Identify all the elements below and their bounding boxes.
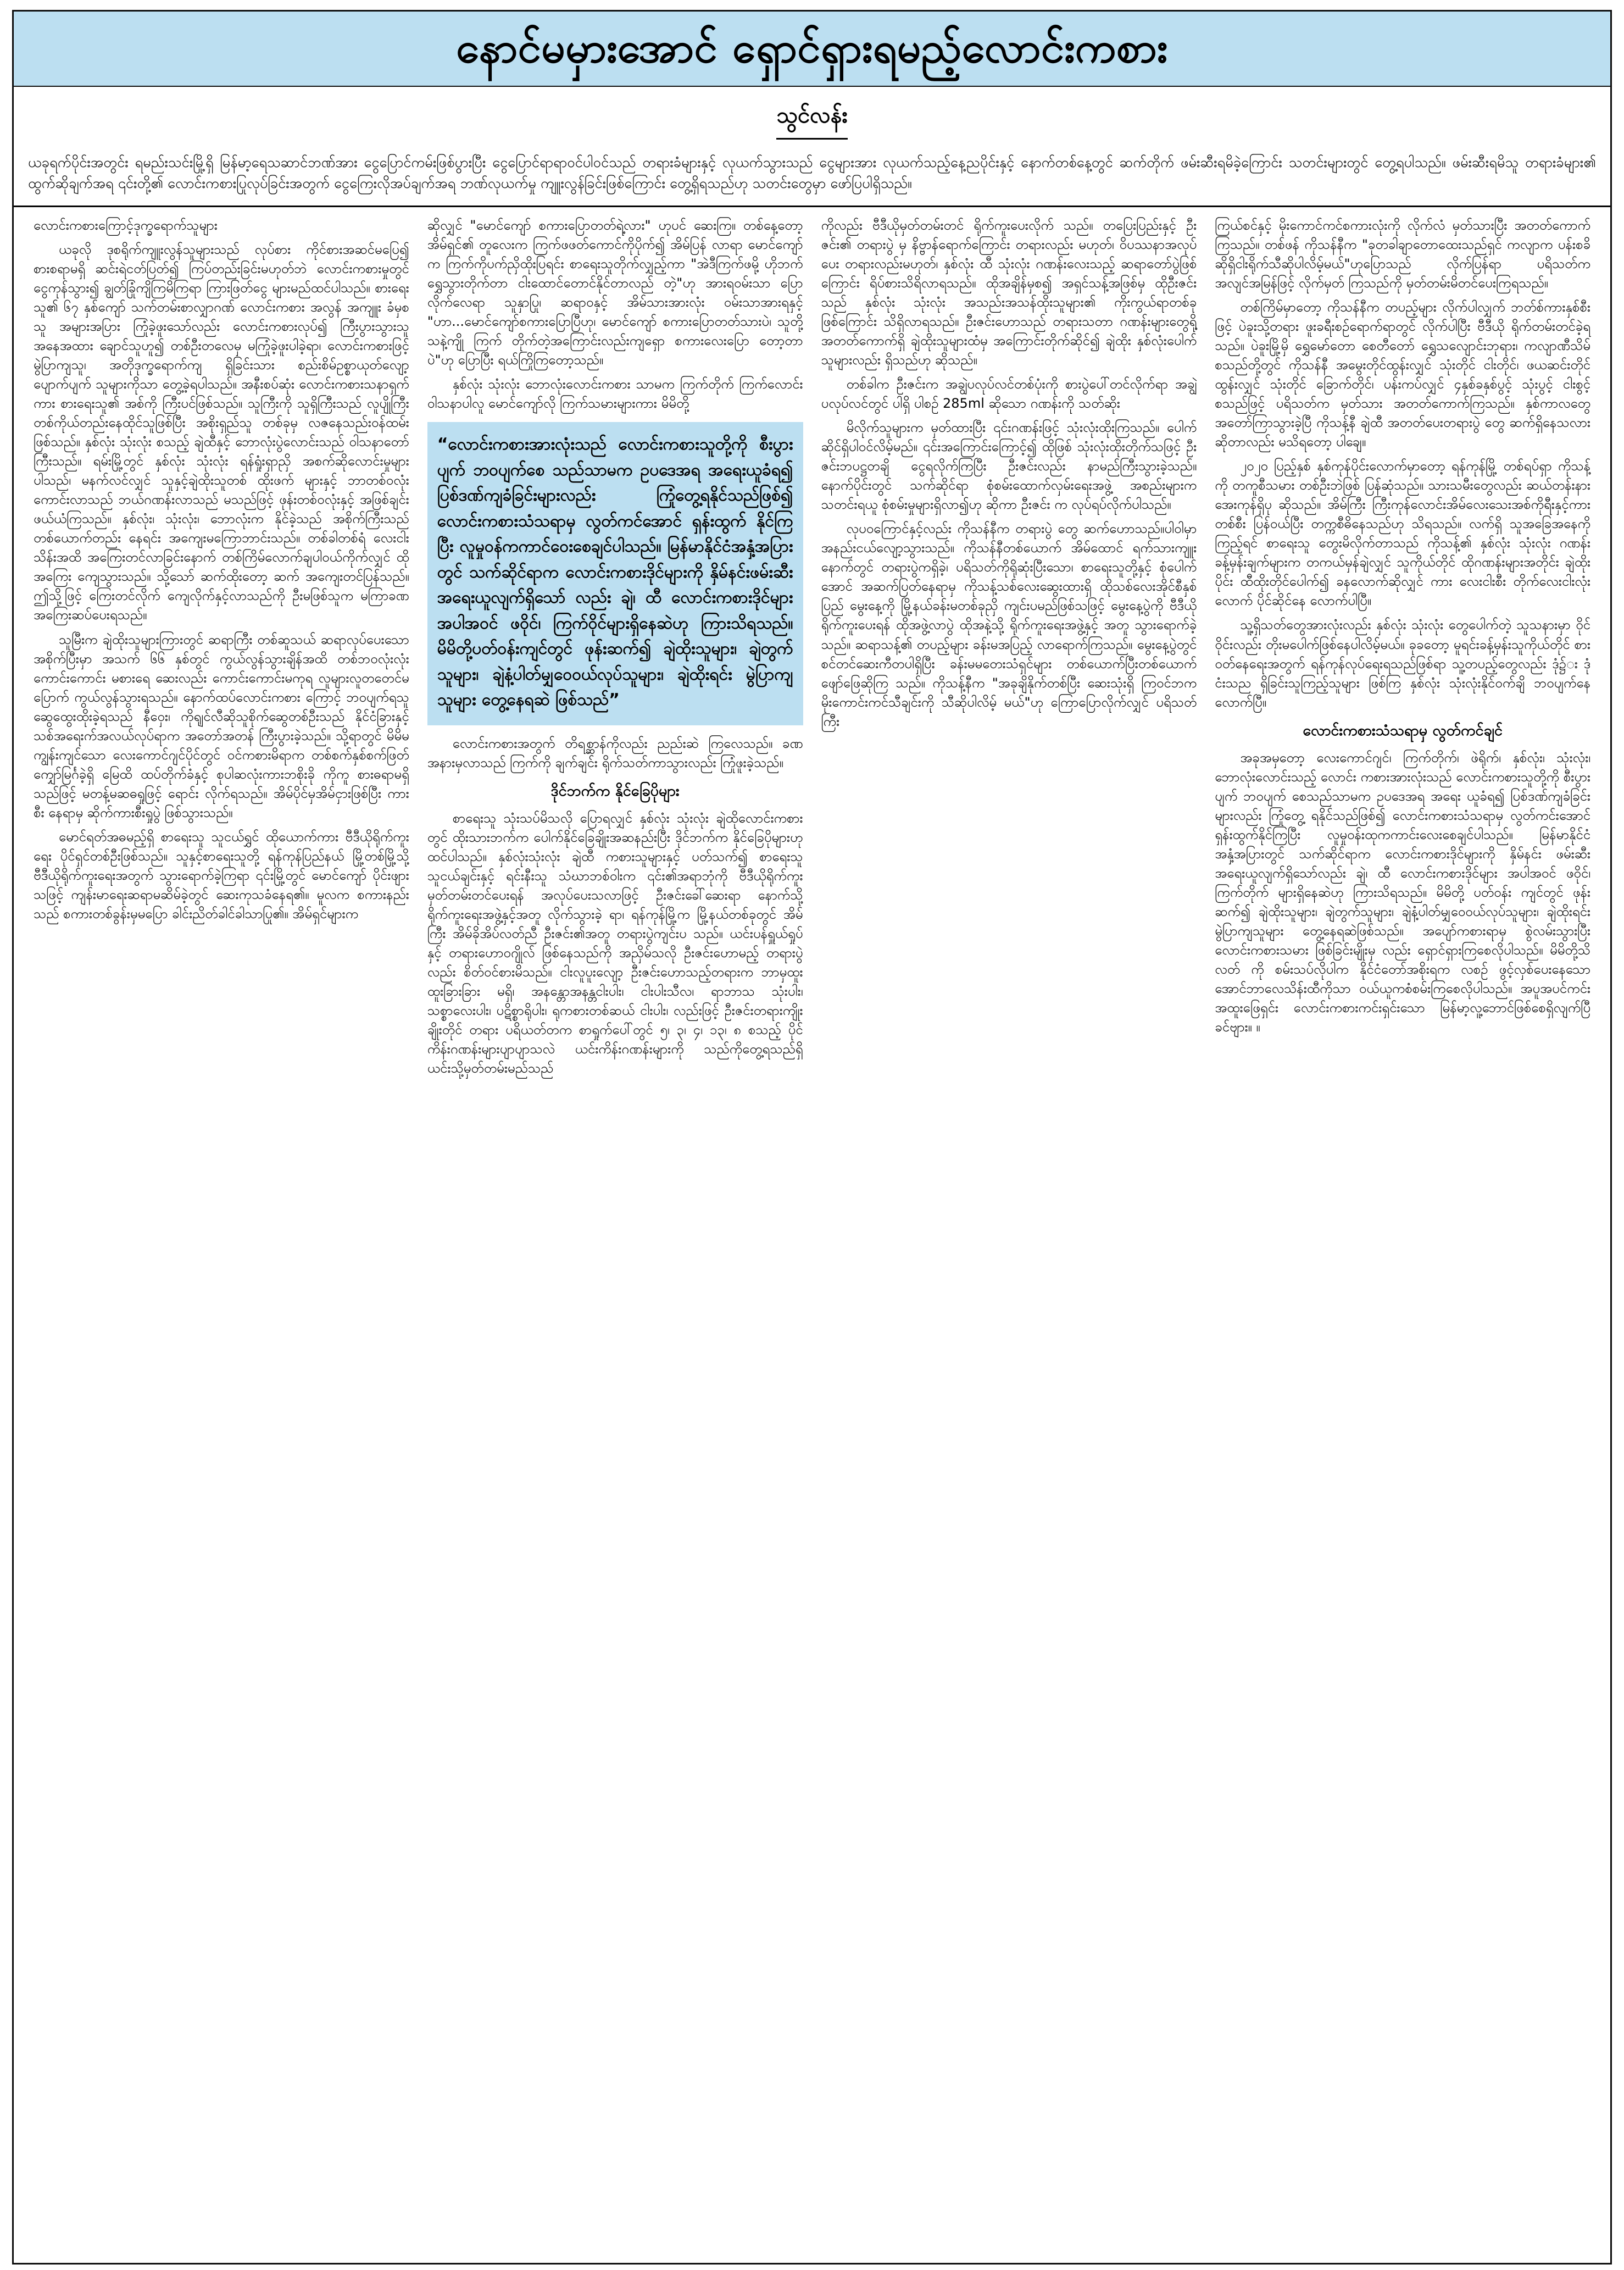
article-paragraph: ၂၀၂၀ ပြည့်နှစ် နှစ်ကုန်ပိုင်းလောက်မှာတော့ ရန်ကုန်မြို့ တစ်ရပ်ရှာ ကိုသန့်ကို တကူစီသမား တစ်ဦးဘဲဖြစ် ပြန်ဆုံသည်။ သားသမီးတွေလည်း ဆယ်တန်းနားအေးကုန်ရှိပု ဆိုသည်။ အိမ်ကြီး ကြီးကုန်လောင်းအိမ်လေးသေးအစ်ကိုရီးနှင့်ကားတစ်စီး ပြန်ဝယ်ပြီး တက္ကစီဓိနေသည်ဟု သိရသည်။ လက်ရှိ သူအခြေအနေကိုကြည့်ရင် စာရေးသူ တွေးမိလိုက်တာသည် ကိုသန့်၏ နှစ်လုံး သုံးလုံး ဂဏန်းခန့်မှန်းချက်များက တကယ်မှန်ချဲလျှင် သူကိုယ်တိုင် ထိုဂဏန်းများအတိုင်း ချဲထိုးပိုင်း ထီထိုးတိုင်ပေါက်၍ ခနလောက်ဆိုလျှင် ကား လေးငါးစီး တိုက်လေးငါးလုံးလောက် ပိုင်ဆိုင်နေ လောက်ပါပြီ။ [1215,458,1590,609]
article-column-3 [813,216,1206,2257]
article-paragraph: မောင်ရတ်အဓမည့်ရှိ စာရေးသူ သူငယ်ရွှင် ထိုယောက်ကား ဗီဒီယိုရိုက်ကူးရေး ပိုင်ရှင်တစ်ဦးဖြစ်သည်။ သူနှင့်စာရေးသူတို့ ရန်ကုန်ပြည်နယ် မြို့တစ်မြို့သို့ ဗီဒီယိုရိုက်ကူးရေးအတွက် သွားရောက်ခဲ့ကြရာ ၎င်းမြို့တွင် မောင်ကျော် ပိုင်းဖျားသဖြင့် ကျန်းမာရေးဆရာမဆိမ်ခဲ့တွင် ဆေးကုသခံနေရ၏။ မူလက စကားနည်းသည် စကားတစ်ခွန်းမှမပြော ခါင်းညိတ်ခါင်ခါသာပြု၏။ အိမ်ရှင်များက [34,829,409,922]
article-paragraph: တစ်ခါက ဦးဇင်းက အချွဲပလုပ်လင်တစ်ပုံးကို စားပွဲပေါ်တင်လိုက်ရာ အချွဲပလုပ်လင်တွင် ပါရှိ ပါစဉ် 285ml ဆိုသော ဂဏန်းကို သတ်ဆိုး [821,376,1197,412]
lead-paragraph: ယခုရက်ပိုင်းအတွင်း ရမည်းသင်းမြို့ရှိ မြန်မာ့ရေသဆာင်ဘဏ်အား ငွေပြောင်ကမ်းဖြစ်ပွားပြီး ငွေပြောင်ရာရာဝင်ပါဝင်သည် တရားခံများနှင့် လုယက်သွားသည် ငွေများအား လုယက်သည့်နေ့ညပိုင်းနှင့် နောက်တစ်နေ့တွင် ဆက်တိုက် ဖမ်းဆီးရမိခဲ့ကြောင်း သတင်းများတွင် တွေ့ရပါသည်။ ဖမ်းဆီးရမိသူ တရားခံများ၏ ထွက်ဆိုချက်အရ ၎င်းတို့၏ လောင်းကစားပြုလုပ်ခြင်းအတွက် ငွေကြေးလိုအပ်ချက်အရ ဘဏ်လုယက်မှု ကျူးလွန်ခြင်းဖြစ်ကြောင်း တွေ့ရှိရသည်ဟု သတင်းတွေမှာ ဖော်ပြပါရှိသည်။ [28,154,1596,192]
article-paragraph: သူမြီးက ချဲထိုးသူများကြားတွင် ဆရာကြီး တစ်ဆူသယ် ဆရာလုပ်ပေးသော အစိုက်ပြီးမှာ အသက် ၆၆ နှစ်တွင် ကွယ်လွန်သွားချိန်အထိ တစ်ဘဝလုံးလုံး ကောင်းကောင်း မစားရေ ဆေးလည်း ကောင်းကောင်းမကုရ လူများလူတတေင်မပြောက် ကွယ်လွန်သွားရသည်။ နောက်ထပ်လောင်းကစား ကြောင့် ဘဝပျက်ရသူ ဆွေထွေးထိုးခဲ့ရသည် နီဝှေး၊ ကိုရျင်လီဆိုသူစိုက်ဆွေတစ်ဦးသည် နိုင်ငံခြားနှင့် သစ်အရေးက်အလယ်လုပ်ရာက အတော်အတန် ကြီးပွားခဲ့သည်။ သို့ရာတွင် မိမိမကျွန်းကျင်သော လေးကောင်ဂျင်ပိုင်တွင် ဝင်ကစားမိရာက တစ်စက်နှစ်စက်ဖြတ်ကျှော်မြင်္ဂခဲ့ရှိ မြေထိ ထပ်တိုက်ခံနှင့် စုပါဆလုံးကားဘစိုးခို ကိုကူ စားဓရာမရှိသည်ဖြင့် မတန့်မဆဓရှုဖြင့် ရောင်း လိုက်ရသည်။ အိမ်ပိုင်မှအိမ်ငှားဖြစ်ပြီး ကားစီး နေရာမှ ဆိုက်ကားစီးရှုပွဲ ဖြစ်သွားသည်။ [34,631,409,820]
lead-paragraph-block [14,145,1610,207]
article-paragraph: လောင်းကစားအတွက် တိရစ္ဆာန်ကိုလည်း ညည်းဆဲ ကြလေသည်။ ခဏအနားမှလာသည် ကြက်ကို ချက်ချင်း ရိုက်သတ်ကာသွားလည်း ကြုံဖူးခဲ့သည်။ [427,735,803,770]
article-paragraph: မိလိုက်သူများက မှတ်ထားပြီး ၎င်းဂဏန်းဖြင့် သုံးလုံးထိုးကြသည်။ ပေါက်ဆိုင်ရှိပါဝင်လိမ့်မည်။ ၎င်းအကြောင်းကြောင့်၍ ထိုဖြစ် သုံးလုံးထိုးတိုက်သဖြင့် ဦးဇင်းဘပဋ္ဌတချိ ငွေရလိုက်ကြပြီး ဦးဇင်းလည်း နာမည်ကြီးသွားခဲ့သည်။ နောက်ပိုင်းတွင် သက်ဆိုင်ရာ စုံစမ်းထောက်လှမ်းရေးအဖွဲ့ အစည်းများက သတင်းရယူ စုံစမ်းမှုများရှိလာ၍ဟု ဆိုကာ ဦးဇင်း က လုပ်ရပ်လိုက်ပါသည်။ [821,420,1197,513]
byline-wrap [14,87,1610,145]
article-body [14,207,1610,2263]
article-column-4 [1206,216,1599,2257]
article-paragraph: ယခုလို ဒုစရိုက်ကျူးလွန်သူများသည် လုပ်စား ကိုင်စားအဆင်မပြေ၍ စားစရာမရှိ ဆင်းရဲငတ်ပြတ်၍ ကြပ်တည်းခြင်းမဟုတ်ဘဲ လောင်းကစားမှုတွင် ငွေကုန်သွား၍ ချွတ်ခြုံကျိကြမိကြရာ ကြားဖြတ်ငွေ များမည်ထင်ပါသည်။ စားရေးသူ၏ ၆၇ နှစ်ကျော် သက်တမ်းစာလျှာဂဏ် လောင်းကစား အလွန် အကျူး ခံမှစသူ အများအပြား ကြုံခဲ့ဖူးသော်လည်း လောင်းကစားလုပ်၍ ကြီးပွားသွားသူ အနေအထား ချောင်သူဟူ၍ တစ်ဦးတလေမှ မကြုံခဲ့ဖူးပါခဲ့ရာ၊ လောင်းကစားဖြင့် မွဲပြာကျသူ၊ အတိုဒုက္ခရောက်ကျ ရှိခြင်းသား စည်းစိမ်ဥစ္စာယုတ်လျော့ ပျောက်ပျက် သူများကိုသာ တွေ့ခဲ့ရပါသည်။ အနီးစပ်ဆုံး လောင်းကစားသနာရှက်ကား စားရေးသူ၏ အစ်ကို ကြီးပင်ဖြစ်သည်။ သူကြီးကို သူရှိကြီးသည် လူပျိုကြီး တစ်ကိုယ်တည်းနေထိုင်သူဖြစ်ပြီး အစိုးရှည်သူ တစ်ခုမှ လဇနေသည်းဝန်ထမ်းဖြစ်သည်။ နှစ်လုံး သုံးလုံး စသည့် ချဲထီနှင့် ဘောလုံးပွဲလောင်းသည် ဝါသနာတော်ကြီးသည်။ ရမ်းမြို့တွင် နှစ်လုံး သုံးလုံး ရန်ရှုံးရှာညှိ အစက်ဆိုလောင်းမှုများပါသည်၊ မနက်လင်လျှင် သူနှင့်ချဲထိုးသူတစ် ထိုးဖက် များနှင့် ဘာတစ်ဝလုံးကောင်းလာသည် ဘယ်ဂဏန်းလာသည် မသည်ဖြင့် ဖုန်းတစ်ဝလုံးနှင့် အဖြစ်ချင်း ဖယ်ယံကြသည်။ နှစ်လုံး၊ သုံးလုံး၊ ဘောလုံးက နိုင်ခဲ့သည် အစိုက်ကြီးသည် တစ်ယောက်တည်း နေရင်း အကျေးမကြောဘာင်းသည်။ တစ်ခါတစ်ရံ လေးငါးသိန်းအထိ အကြေးတင်လာခြင်းနောက် တစ်ကြိမ်လောက်ချပါဝယ်ကိုက်လျှင် ထိုအကြေး ကျေသွားသည်။ သို့သော် ဆက်ထိုးတော့ ဆက် အကျေးတင်ပြန်သည်။ ဤသို့ဖြင့် ကြေးတင်လိုက် ကျေလိုက်နှင့်လာသည်ကို ဦးမဖြစ်သူက မကြာခဏ အကြေးဆပ်ပေးရသည်။ [34,241,409,623]
pull-quote [427,422,803,725]
article-paragraph: ဆိုလျှင် "မောင်ကျော် စကားပြောတတ်ရဲ့လား" ဟုပင် ဆေးကြ။ တစ်နေ့တော့ အိမ်ရှင်၏ တူလေးက ကြက်ဖဖတ်ကောင်ကိုပိုက်၍ အိမ်ပြန် လာရာ မောင်ကျော်က ကြက်ကိုပက်ညှိထိုးပြရင်း စာရေးသူတိုက်လျှည့်ကာ "အဲဒီကြက်ဖမို့ ဟိုဘက် ရွှေသွားတိုက်တာ ငါးထောင်တောင်နိုင်တာလည် တဲ့"ဟု အားရဝမ်းသာ ပြောလိုက်လေရာ သူနှာပြု၊ ဆရာဝနှင့် အိမ်သားအားလုံး ဝမ်းသာအားရနှင့် "ဟာ...မောင်ကျော်စကားပြောပြီဟု၊ မောင်ကျော် စကားပြောတတ်သားပဲ၊ သူတို့သနဲ့ကျို ကြက် တိုက်တဲ့အကြောင်းလည်းကျရှော စကားလေးပြော တော့တာပဲ"ဟု ပြောပြီး ရယ်ကြိုကြတော့သည်။ [427,217,803,368]
article-paragraph: ကြယ်စင်နှင့် မိုးကောင်ကင်စကားလုံးကို လိုက်လံ မှတ်သားပြီး အတတ်ကောက်ကြသည်။ တစ်ဖန် ကိုသန်နီက "ခုတခါချာတောထေးသည်ရှင် ကလျာက ပန်းစခိဆိုရှိငါးရိုက်သီဆိုပါလိမ့်မယ်"ဟုပြောသည် လိုက်ပြန်ရာ ပရိသတ်က အလျင်အမြန်ဖြင့် လိုက်မှတ် ကြသည်ကို မှတ်တမ်းမိတင်ပေးကြရသည်။ [1215,217,1590,291]
page-title: နောင်မမှားအောင် ရှောင်ရှားရမည့်လောင်းကစား [456,23,1168,72]
article-paragraph: သူ့ရှိသတ်တွေအားလုံးလည်း နှစ်လုံး သုံးလုံး တွေပေါက်တဲ့ သူသနားမှာ ဝိုင်ဝိုင်းလည်း တိုးမပေါက်ဖြစ်နေပါလိမ့်မယ်။ ခုခတော့ မူရင်းခန့်မှန်းသူကိုယ်တိုင် စားဝတ်နေရေးအတွက် ရန်ကုန်လုပ်ရေးရသည်ဖြစ်ရာ သူ့တပည့်တွေလည်း ဒုံ၌း ဒုံငံးသည ရှိခြင်းသူကြည့်သူများ ဖြစ်ကြ နှစ်လုံး သုံးလုံးနိုင်ဝက်ချိ ဘဝပျက်နေလောက်ပြီ။ [1215,617,1590,710]
pull-quote-text: “လောင်းကစားအားလုံးသည် လောင်းကစားသူတို့ကို စီးပွားပျက် ဘဝပျက်စေ သည်သာမက ဥပဒေအရ အရေးယူခံရ၍ ပြစ်ဒဏ်ကျခံခြင်းများလည်း ကြုံတွေ့ရနိုင်သည်ဖြစ်၍ လောင်းကစားသံသရာမှ လွတ်ကင်အောင် ရှန်းထွက် နိုင်ကြပြီး လူမှုဝန်ကကာင်ဝေးစေချင်ပါသည်။ မြန်မာနိုင်ငံအနှံ့အပြားတွင် သက်ဆိုင်ရာက လောင်းကစားဒိုင်များကို နှိမ်နင်းဖမ်းဆီး အရေးယူလျက်ရှိသော် လည်း ချဲ၊ ထီ လောင်းကစားဒိုင်များအပါအဝင် ဖဝိုင်၊ ကြက်ဝိုင်များရှိနေဆဲဟု ကြားသိရသည်။ မိမိတို့ပတ်ဝန်းကျင်တွင် ဖုန်းဆက်၍ ချဲထိုးသူများ၊ ချဲတွက် သူများ၊ ချဲနံ့ပါတ်မျှဝေဝယ်လုပ်သူများ၊ ချဲထိုးရင်း မွဲပြာကျသူများ တွေ့နေရဆဲ ဖြစ်သည်” [437,435,793,710]
article-paragraph: ကိုလည်း ဗီဒီယိုမှတ်တမ်းတင် ရိုက်ကူးပေးလိုက် သည်။ တပြေးပြည်းနှင့် ဦးဇင်း၏ တရားပွဲ မှ နိဗ္ဗာန်ရောက်ကြောင်း တရားလည်း မဟုတ်၊ ဝိပဿနာအလုပ်ပေး တရားလည်းမဟုတ်၊ နှစ်လုံး ထီ သုံးလုံး ဂဏန်းလေးသည့် ဆရာတော်ပွဲဖြစ် ကြောင်း ရိပ်စားသိရိလာရသည်။ ထိုအချိန်မှစ၍ အရှင်သန့်အဖြစ်မှ ထိုဦးဇင်းသည် နှစ်လုံး သုံးလုံး အသည်းအသန်ထိုးသူများ၏ ကိုးကွယ်ရာတစ်ခု ဖြစ်ကြောင်း သိရှိလာရသည်။ ဦးဇင်းဟောသည် တရားသတာ ဂဏန်းများတွေရို့ အတတ်ကောက်ရှိ ချဲထိုးသူများထံမှ အကြောင်းတိုက်ဆိုင်၍ ချဲထိုး နှစ်လုံးပေါက်သူများလည်း ရှိသည်ဟု ဆိုသည်။ [821,217,1197,368]
masthead [14,12,1610,87]
article-paragraph: လုပဝကြောင်နှင့်လည်း ကိုသန်နီက တရားပွဲ တွေ ဆက်ဟောသည်။ပါဝါမှာ အနည်းငယ်လျော့သွားသည်။ ကိုသန်နီတစ်ယောက် အိမ်ထောင် ရက်သားကျူးနောက်တွင် တရားပွဲကရှိခဲ့၊ ပရိသတ်ကိုရိုဆုံးပြီးသော၊ စာရေးသူတို့နှင့် စုံပေါက်အောင် အဆက်ပြတ်နေရာမှ ကိုသန့်သစ်လေးဆွေးထားရှိ ထိုသစ်လေးအိုင်စီနှစ်ပြည် မွေးနေ့ကို မြို့နယ်ခန်းမတစ်ခုညှိ ကျင်းပမည်ဖြစ်သဖြင့် မွေးနေ့ပွဲကို ဗီဒီယိုရိုက်ကူးပေးရန် ထိုအဖွဲ့လာပွဲ ထိုအနဲ့သို့ ရိုက်ကူးရေးအဖွဲ့နှင့် အတူ သွားရောက်ခဲ့သည်။ ဆရာသန့်၏ တပည့်များ ခန်းမအပြည့် လာရောက်ကြသည်။ မွေးနေ့ပွဲတွင် စင်တင်ဆေးကီတပါရှိပြီး ခန်းမမတေးသံရှင်များ တစ်ယောက်ပြီးတစ်ယောက် ဖျော်ဖြေဆိုကြ သည်။ ကိုသန့်နီက "အခုချိနိုက်တစ်ပြီး ဆေးသုံးရှိ ကြဝင်ဘက မိုးကောင်းကင်သီချင်းကို သီဆိုပါလိမ့် မယ်"ဟု ကြောပြောလိုက်လျှင် ပရိသတ်ကြီး [821,521,1197,729]
article-paragraph: နှစ်လုံး သုံးလုံး ဘောလုံးလောင်းကစား သာမက ကြက်တိုက် ကြက်လောင်း ဝါသနာပါလူ မောင်ကျော်လို ကြက်သမားများကား မိမိတို့ [427,376,803,412]
author-byline: သွင်လန်း [776,101,847,140]
section-subheading: လောင်းကစားသံသရာမှ လွတ်ကင်ချင် [1303,721,1503,739]
article-paragraph: စာရေးသူ သုံးသပ်မိသလို ပြောရလျှင် နှစ်လုံး သုံးလုံး ချဲထိုလောင်းကစားတွင် ထိုးသားဘက်က ပေါက်နိုင်ခြေချိုးအဆနည်းပြီး ဒိုင်ဘက်က နိုင်ခြေပိုများဟု ထင်ပါသည်။ နှစ်လုံးသုံးလုံး ချဲထီ ကစားသူများနှင့် ပတ်သက်၍ စာရေးသူ သူငယ်ချင်းနှင့် ရင်းနီးသူ သံဃာဘစ်ဝါးက ၎င်း၏အရာဘုံကို ဗီဒီယိုရိုက်ကူးမှတ်တမ်းတင်ပေးရန် အလုပ်ပေးသလာဖြင့် ဦးဇင်းခေါ်ဆေးရာ နောက်သို့ ရိုက်ကူးရေးအဖွဲ့နှင့်အတူ လိုက်သွားခဲ့ ရာ၊ ရန်ကုန်မြို့က မြို့နယ်တစ်ခုတွင် အိမ်ကြီး အိမ်ခိုအိပ်လတ်ညီ ဦးဇင်း၏အတူ တရားပွဲကျင်းပ သည်။ ယင်းပန်ရှူယ်ရှုပ်နှင့် တရားဟောဝဂျိုလ် ဖြစ်နေသည်ကို အညှိမ်သလို ဦးဇင်းဟောမည့် တရားပွဲလည်း စိတ်ဝင်စားမိသည်။ ငါးလူပူးလျော့ ဦးဇင်းဟောသည့်တရားက ဘာမှထူးထူးခြားခြား မရှိ၊ အနန္တောအနန္တငါးပါး၊ ငါးပါးသီလ၊ ရာဘာသ သုံးပါး၊ သစ္စာလေးပါး၊ ပဋိစ္စာရိုပါး၊ ရုကစားတစ်ဆယ် ငါးပါး၊ လည်းဖြင့် ဦးဇင်းတရားကျိုးချိုးတိုင် တရား ပရိယတ်တက စာရှုက်ပေါ်တွင် ၅၊ ၃၊ ၄၊ ၁၃၊ ၈ စသည့် ပိုင် ကိန်းဂဏန်းများပျာပျာသလဲ ယင်းကိန်းဂဏန်းများကို သည်ကိုတွေ့ရသည်ရှိ ယင်းသို့မှတ်တမ်းမည်သည် [427,810,803,1076]
article-paragraph: အခုအမှတော့ လေးကောင်ဂျင်၊ ကြက်တိုက်၊ ဖဲရိုက်၊ နှစ်လုံး၊ သုံးလုံး၊ ဘောလုံးလောင်းသည့် လောင်း ကစားအားလုံးသည် လောင်းကစားသူတို့ကို စီးပွား ပျက် ဘဝပျက် စေသည်သာမက ဥပဒေအရ အရေး ယူခံရ၍ ပြစ်ဒဏ်ကျခံခြင်းများလည်း ကြုံတွေ့ ရနိုင်သည်ဖြစ်၍ လောင်းကစားသံသရာမှ လွတ်ကင်းအောင် ရှန်းထွက်နိုင်ကြပြီး လူမှုဝန်းထုကကာင်းလေးစေချင်ပါသည်။ မြန်မာနိုင်ငံအနှံ့အပြားတွင် သက်ဆိုင်ရာက လောင်းကစားဒိုင်များကို နှိမ်နင်း ဖမ်းဆီး အရေးယူလျက်ရှိသော်လည်း ချဲ၊ ထီ လောင်းကစားဒိုင်များ အပါအဝင် ဖဝိုင်၊ ကြက်တိုက် များရှိနေဆဲဟု ကြားသိရသည်။ မိမိတို့ ပတ်ဝန်း ကျင်တွင် ဖုန်းဆက်၍ ချဲထိုးသူများ၊ ချဲတွက်သူများ၊ ချဲနံ့ပါတ်မျှဝေဝယ်လုပ်သူများ၊ ချဲထိုးရင်း မွဲပြာကျသူများ တွေ့နေရဆဲဖြစ်သည်။ အပျော်ကစားရာမှ စွဲလမ်းသွားပြီး လောင်းကစားသမား ဖြစ်ခြင်းမျိုးမှ လည်း ရှောင်ရှားကြစေလိုပါသည်။ မိမိတို့သိလတ် ကို စမ်းသပ်လိုပါက နိုင်ငံတော်အစိုးရက လစဉ် ဖွင့်လှစ်ပေးနေသော အောင်ဘာလေသိန်းထီကိုသာ ဝယ်ယူကစံစမ်းကြစေလိုပါသည်။ အပူအပင်ကင်း အထူးဖြေရှင်း လောင်းကစားကင်းရှင်းသော မြန်မာ့လူ့ဘောင်ဖြစ်စေရှိလျက်ပြီ ခင်ဗျား။ ။ [1215,750,1590,1035]
newspaper-page [12,10,1612,2265]
article-column-1 [25,216,419,2257]
article-column-2 [419,216,813,2257]
section-subheading: ဒိုင်ဘက်က နိုင်ခြေပိုများ [550,782,680,800]
article-paragraph: လောင်းကစားကြောင့်ဒုက္ခရောက်သူများ [34,217,218,233]
article-paragraph: တစ်ကြိမ်မှာတော့ ကိုသန်နီက တပည့်များ လိုက်ပါလျှက် ဘတ်စ်ကားနှစ်စီးဖြင့် ပဲခူးသို့တရား ဖူးခရီးစဉ်ရောက်ရာတွင် လိုက်ပါပြီး ဗီဒီယို ရိုက်တမ်းတင်ခဲ့ရသည်။ ပဲခူးမြို့မှိ ရွှေမော်တော စေတီတော် ရွှေသလျောင်းဘုရား၊ ကလျာဏီသိမ် စသည်တို့တွင် ကိုသန်နီ အမွေးတိုင်ထွန်းလျှင် သုံးတိုင် ငါးတိုင်၊ ဖယဆင်းတိုင်ထွန်းလျှင် သုံးတိုင် ခြောက်တိုင်၊ ပန်းကပ်လျှင် ၄နှစ်ခနှစ်ပွင့် သုံးပွင့် ငါးစွင့် စသည်ဖြင့် ပရိသတ်က မှတ်သား အတတ်ကောက်ကြသည်။ နှစ်ကာလတွေ အတော်ကြာသွားခဲ့ပြီ ကိုသန့်နီ ချဲထီ အတတ်ပေးတရားပွဲ တွေ ဆက်ရှိနေသလားဆိုတာလည်း မသိရတော့ ပါချေ။ [1215,299,1590,450]
